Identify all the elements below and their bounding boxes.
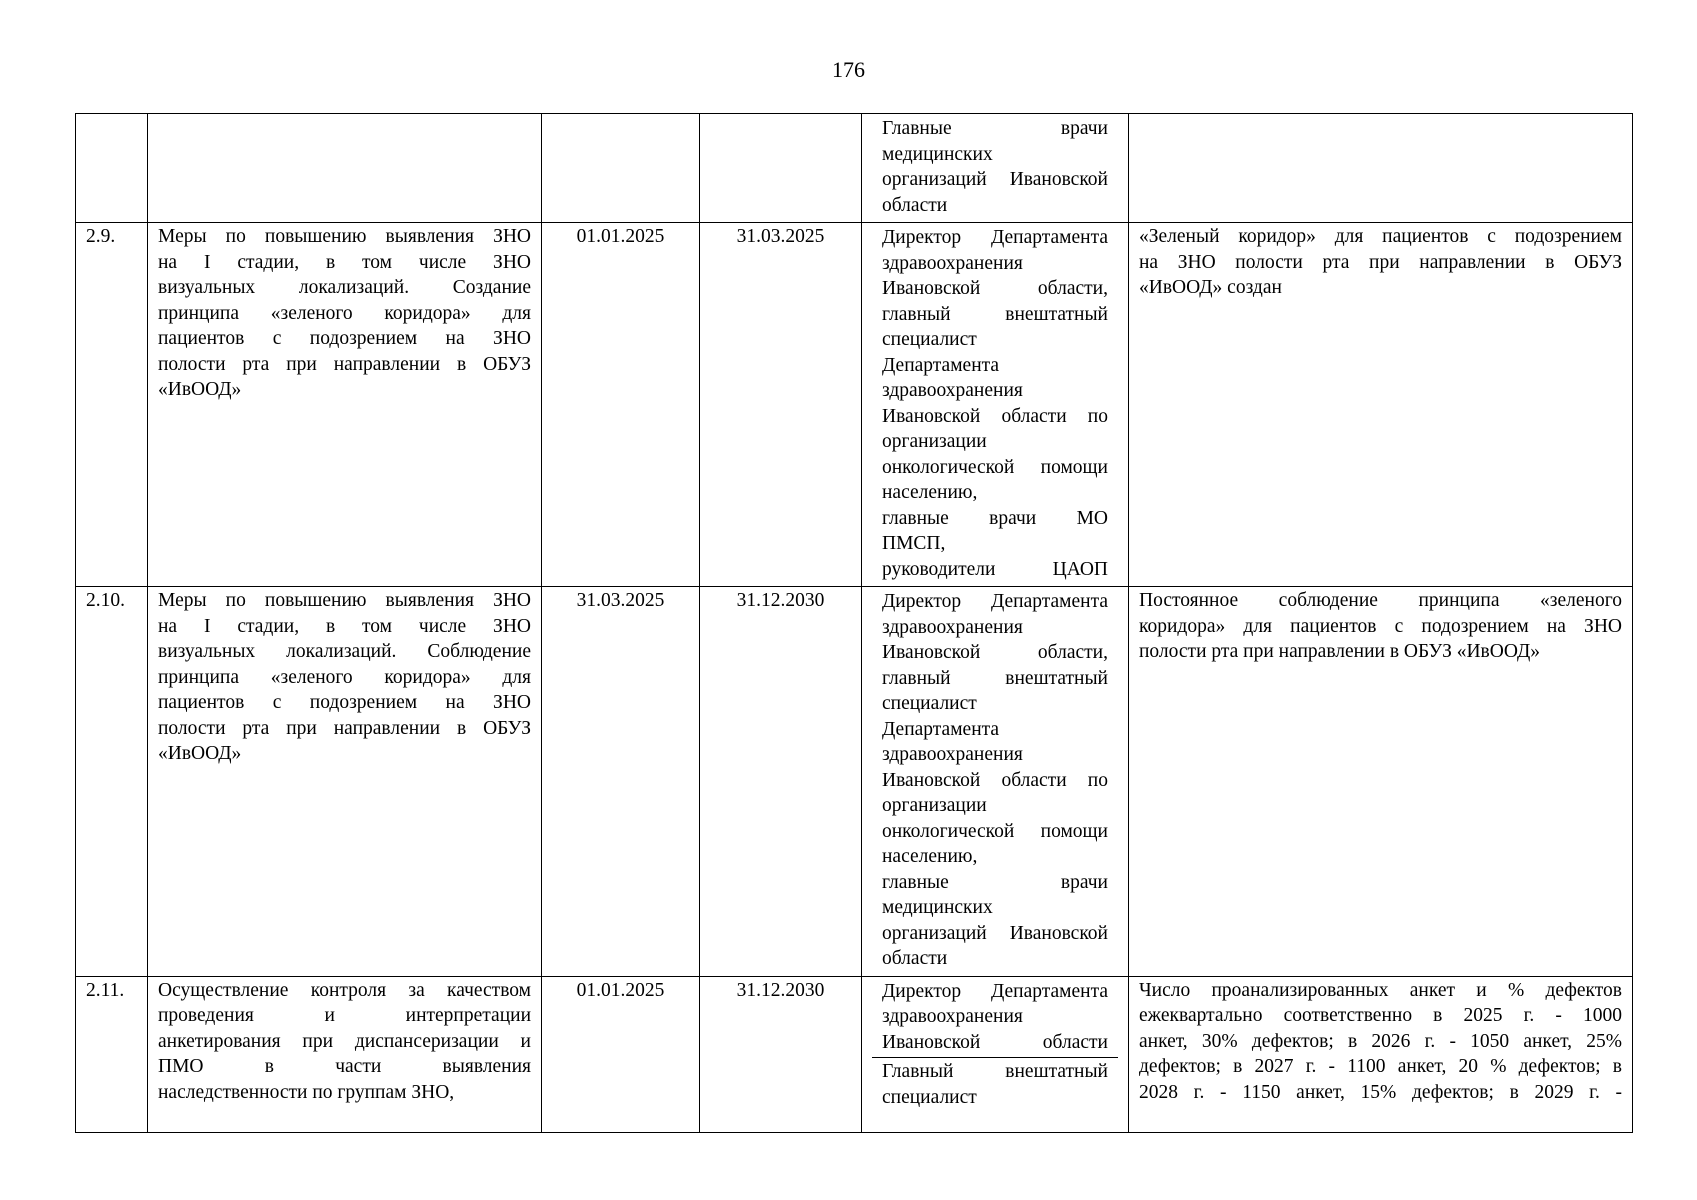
text-line: проведения и интерпретации [158, 1005, 531, 1026]
text-line: Департамента [882, 354, 1000, 376]
text-line: полости рта при направлении в ОБУЗ [158, 717, 531, 739]
cell-start-date: 01.01.2025 [542, 976, 700, 1132]
action-plan-table [75, 113, 1633, 1133]
text-line: «Зеленый коридор» для пациентов с подозрением [1139, 226, 1622, 247]
text-line: «ИвООД» [158, 743, 242, 764]
cell-item-number: 2.9. [76, 223, 148, 587]
text-line: коридора» для пациентов с подозрением на ЗНО [1139, 615, 1622, 637]
text-line: Директор Департамента [882, 227, 1108, 248]
text-line: Меры по повышению выявления ЗНО [158, 226, 531, 247]
text-line: на I стадии, в том числе ЗНО [158, 615, 531, 637]
text-line: здравоохранения [882, 1006, 1023, 1027]
text-line: Директор Департамента [882, 980, 1108, 1002]
cell-expected-result [1129, 114, 1633, 223]
text-line: полости рта при направлении в ОБУЗ «ИвООД» [1139, 641, 1541, 662]
page-number: 176 [832, 57, 865, 82]
text-line: руководители ЦАОП [882, 558, 1108, 580]
text-line: Ивановской области, [882, 642, 1108, 663]
text-line: ПМО в части выявления [158, 1056, 531, 1077]
text-line: главный внештатный [882, 667, 1108, 689]
text-line: главные врачи МО [882, 507, 1108, 529]
responsible-block [872, 224, 1118, 584]
cell-end-date: 31.12.2030 [700, 976, 862, 1132]
text-line: анкетирования при диспансеризации и [158, 1030, 531, 1052]
text-line: Число проанализированных анкет и % дефектов [1139, 979, 1622, 1001]
text-line: организаций Ивановской [882, 169, 1108, 190]
text-line: Ивановской области [882, 1031, 1108, 1053]
text-line: на I стадии, в том числе ЗНО [158, 251, 531, 273]
text-line: организации [882, 795, 987, 816]
table-row [76, 976, 1633, 1132]
cell-start-date: 01.01.2025 [542, 223, 700, 587]
text-line: главный внештатный [882, 303, 1108, 325]
text-line: населению, [882, 846, 978, 867]
text-line: на ЗНО полости рта при направлении в ОБУЗ [1139, 251, 1622, 273]
cell-end-date [700, 114, 862, 223]
text-line: области [882, 194, 948, 216]
responsible-block [872, 1058, 1118, 1112]
text-line: главные врачи [882, 871, 1108, 893]
cell-responsible [862, 114, 1129, 223]
cell-end-date: 31.03.2025 [700, 223, 862, 587]
responsible-block [872, 978, 1118, 1059]
cell-expected-result [1129, 976, 1633, 1132]
text-line: «ИвООД» [158, 379, 242, 400]
text-line: 2028 г. - 1150 анкет, 15% дефектов; в 2029 г. - [1139, 1081, 1622, 1103]
text-line: Осуществление контроля за качеством [158, 979, 531, 1001]
cell-start-date: 31.03.2025 [542, 587, 700, 977]
text-line: Ивановской области, [882, 278, 1108, 299]
text-line: Департамента [882, 718, 1000, 740]
text-line: пациентов с подозрением на ЗНО [158, 692, 531, 713]
responsible-block [872, 115, 1118, 220]
cell-item-number: 2.11. [76, 976, 148, 1132]
text-line: медицинских [882, 897, 993, 918]
table-row [76, 114, 1633, 223]
text-line: наследственности по группам ЗНО, [158, 1081, 455, 1103]
text-line: онкологической помощи [882, 820, 1108, 842]
cell-item-number [76, 114, 148, 223]
text-line: специалист [882, 693, 977, 714]
cell-start-date [542, 114, 700, 223]
cell-measure [148, 114, 542, 223]
text-line: Меры по повышению выявления ЗНО [158, 590, 531, 611]
cell-measure [148, 976, 542, 1132]
cell-end-date: 31.12.2030 [700, 587, 862, 977]
text-line: здравоохранения [882, 744, 1023, 765]
text-line: здравоохранения [882, 252, 1023, 274]
cell-responsible [862, 223, 1129, 587]
text-line: визуальных локализаций. Соблюдение [158, 641, 531, 662]
text-line: полости рта при направлении в ОБУЗ [158, 353, 531, 375]
text-line: онкологической помощи [882, 456, 1108, 478]
text-line: Постоянное соблюдение принципа «зеленого [1139, 590, 1622, 611]
text-line: «ИвООД» создан [1139, 277, 1282, 298]
cell-expected-result [1129, 223, 1633, 587]
text-line: Ивановской области по [882, 405, 1108, 427]
cell-measure [148, 223, 542, 587]
text-line: здравоохранения [882, 616, 1023, 638]
text-line: ежеквартально соответственно в 2025 г. - 1000 [1139, 1005, 1622, 1026]
text-line: населению, [882, 482, 978, 503]
text-line: организации [882, 431, 987, 452]
text-line: Главный внештатный [882, 1061, 1108, 1082]
table-row [76, 587, 1633, 977]
cell-expected-result [1129, 587, 1633, 977]
text-line: анкет, 30% дефектов; в 2026 г. - 1050 анкет, 25% [1139, 1030, 1622, 1052]
cell-responsible [862, 587, 1129, 977]
text-line: ПМСП, [882, 533, 946, 554]
text-line: области [882, 948, 948, 969]
text-line: принципа «зеленого коридора» для [158, 666, 531, 688]
text-line: пациентов с подозрением на ЗНО [158, 328, 531, 349]
text-line: специалист [882, 1086, 977, 1108]
table-row [76, 223, 1633, 587]
text-line: Ивановской области по [882, 769, 1108, 791]
text-line: Директор Департамента [882, 591, 1108, 612]
cell-responsible [862, 976, 1129, 1132]
text-line: специалист [882, 329, 977, 350]
cell-measure [148, 587, 542, 977]
text-line: Главные врачи [882, 118, 1108, 139]
text-line: медицинских [882, 143, 993, 165]
responsible-block [872, 588, 1118, 974]
text-line: визуальных локализаций. Создание [158, 277, 531, 298]
text-line: здравоохранения [882, 380, 1023, 401]
text-line: дефектов; в 2027 г. - 1100 анкет, 20 % дефектов; в [1139, 1056, 1622, 1077]
cell-item-number: 2.10. [76, 587, 148, 977]
text-line: организаций Ивановской [882, 922, 1108, 944]
text-line: принципа «зеленого коридора» для [158, 302, 531, 324]
